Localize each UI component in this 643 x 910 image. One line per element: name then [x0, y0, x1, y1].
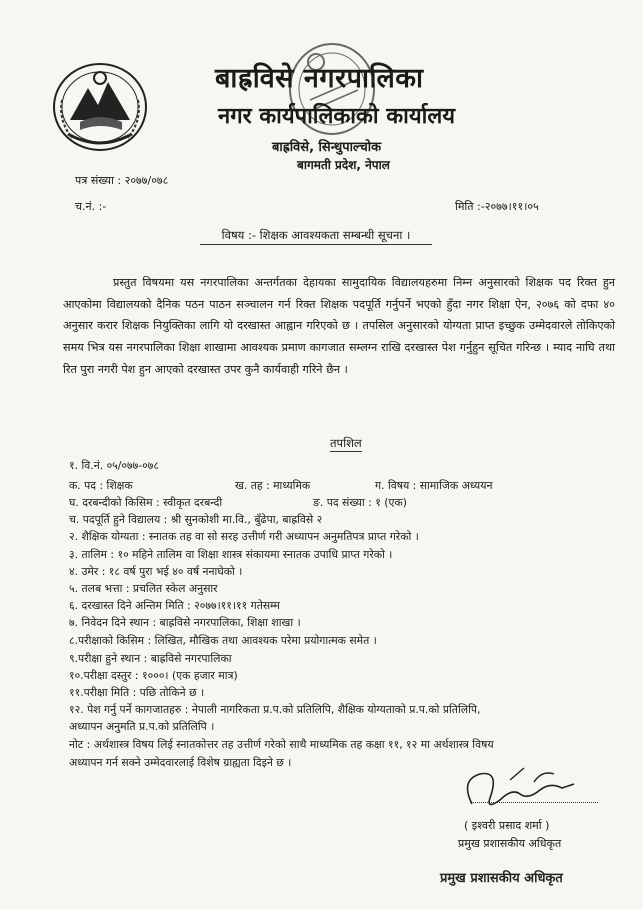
- detail-post: क. पद : शिक्षक: [69, 479, 133, 492]
- detail-exam-type: ८.परीक्षाको किसिम : लिखित, मौखिक तथा आवश्यक परेमा प्रयोगात्मक समेत ।: [69, 634, 377, 647]
- detail-documents-cont: अध्यापन अनुमति प्र.प.को प्रतिलिपि ।: [69, 720, 215, 733]
- signatory-name: ( इश्वरी प्रसाद शर्मा ): [464, 819, 550, 832]
- detail-exam-date: ११.परीक्षा मिति : पछि तोकिने छ ।: [69, 686, 205, 699]
- letter-number: पत्र संख्या : २०७७/०७८: [75, 174, 169, 187]
- detail-level: ख. तह : माध्यमिक: [235, 479, 311, 492]
- detail-note: नोट : अर्थशास्त्र विषय लिई स्नातकोत्तर तह उत्तीर्ण गरेको साथै माध्यमिक तह कक्षा ११, १२ मा अर्थशास्त्र विषय: [69, 738, 494, 751]
- detail-deadline: ६. दरखास्त दिने अन्तिम मिति : २०७७।११।११ गतेसम्म: [69, 599, 280, 612]
- detail-documents: १२. पेश गर्नु पर्ने कागजातहरु : नेपाली नागरिकता प्र.प.को प्रतिलिपि, शैक्षिक योग्यताको प्र.प.को प्रतिलिपि,: [69, 703, 481, 716]
- detail-school: च. पदपूर्ति हुने विद्यालय : श्री सुनकोशी मा.वि., बुँढेपा, बाह्रविसे २: [69, 513, 323, 526]
- org-name: बाह्रविसे नगरपालिका: [215, 63, 424, 94]
- signature-line: [470, 802, 598, 803]
- date: मिति :-२०७७।११।०५: [455, 200, 539, 213]
- detail-age: ४. उमेर : १८ वर्ष पुरा भई ४० वर्ष ननाघेको ।: [69, 565, 243, 578]
- detail-ad-number: १. वि.नं. ०५/०७७-०७८: [69, 459, 160, 472]
- address: बाह्रविसे, सिन्धुपाल्चोक: [272, 140, 382, 155]
- detail-apply-place: ७. निवेदन दिने स्थान : बाह्रविसे नगरपालिका, शिक्षा शाखा ।: [69, 616, 301, 629]
- notice-body: प्रस्तुत विषयमा यस नगरपालिका अन्तर्गतका देहायका सामुदायिक विद्यालयहरुमा निम्न अनुसारको शिक्षक पद रिक्त हुन आएकोमा विद्यालयको दैनिक पठन पाठन सञ्चालन गर्न रिक्त शिक्षक पदपूर्ति गर्नुपर्ने भएको हुँदा नगर शिक्षा ऐन, २०७६ को दफा ४० अनुसार करार शिक्षक नियुक्तिका लागि यो दरखास्त आह्वान गरिएको छ । तपसिल अनुसारको योग्यता प्राप्त इच्छुक उम्मेदवारले तोकिएको समय भित्र यस नगरपालिका शिक्षा शाखामा आवश्यक प्रमाण कागजात सम्लग्न राखि दरखास्त पेश गर्नुहुन सूचित गरिन्छ । म्याद नाघि तथा रित पुरा नगरी पेश हुन आएको दरखास्त उपर कुनै कार्यवाही गरिने छैन ।: [63, 276, 615, 376]
- office-name: नगर कार्यपालिकाको कार्यालय: [218, 104, 455, 129]
- handwritten-signature: [450, 760, 600, 820]
- detail-quota-type: घ. दरबन्दीको किसिम : स्वीकृत दरबन्दी: [69, 496, 223, 509]
- detail-salary: ५. तलब भत्ता : प्रचलित स्केल अनुसार: [69, 582, 218, 595]
- detail-vacancy: ङ. पद संख्या : १ (एक): [313, 496, 407, 509]
- detail-note-cont: अध्यापन गर्न सक्ने उम्मेदवारलाई विशेष ग्राह्यता दिइने छ ।: [69, 756, 292, 769]
- detail-training: ३. तालिम : १० महिने तालिम वा शिक्षा शास्त्र संकायमा स्नातक उपाधि प्राप्त गरेको ।: [69, 548, 393, 561]
- detail-exam-place: ९.परीक्षा हुने स्थान : बाह्रविसे नगरपालिका: [69, 652, 232, 665]
- nepal-emblem-icon: [50, 60, 150, 155]
- dispatch-number: च.नं. :-: [75, 200, 107, 213]
- province: बागमती प्रदेश, नेपाल: [297, 158, 390, 172]
- subject-line: विषय :- शिक्षक आवश्यकता सम्बन्धी सूचना ।: [200, 228, 432, 245]
- title-stamp: प्रमुख प्रशासकीय अधिकृत: [440, 871, 563, 886]
- detail-subject: ग. विषय : सामाजिक अध्ययन: [375, 479, 493, 492]
- detail-exam-fee: १०.परीक्षा दस्तुर : १०००। (एक हजार मात्र): [69, 669, 238, 682]
- detail-qualification: २. शैक्षिक योग्यता : स्नातक तह वा सो सरह उत्तीर्ण गरी अध्यापन अनुमतिपत्र प्राप्त गरेको ।: [69, 530, 419, 543]
- signatory-title: प्रमुख प्रशासकीय अधिकृत: [458, 837, 562, 850]
- details-title: तपशिल: [330, 436, 362, 450]
